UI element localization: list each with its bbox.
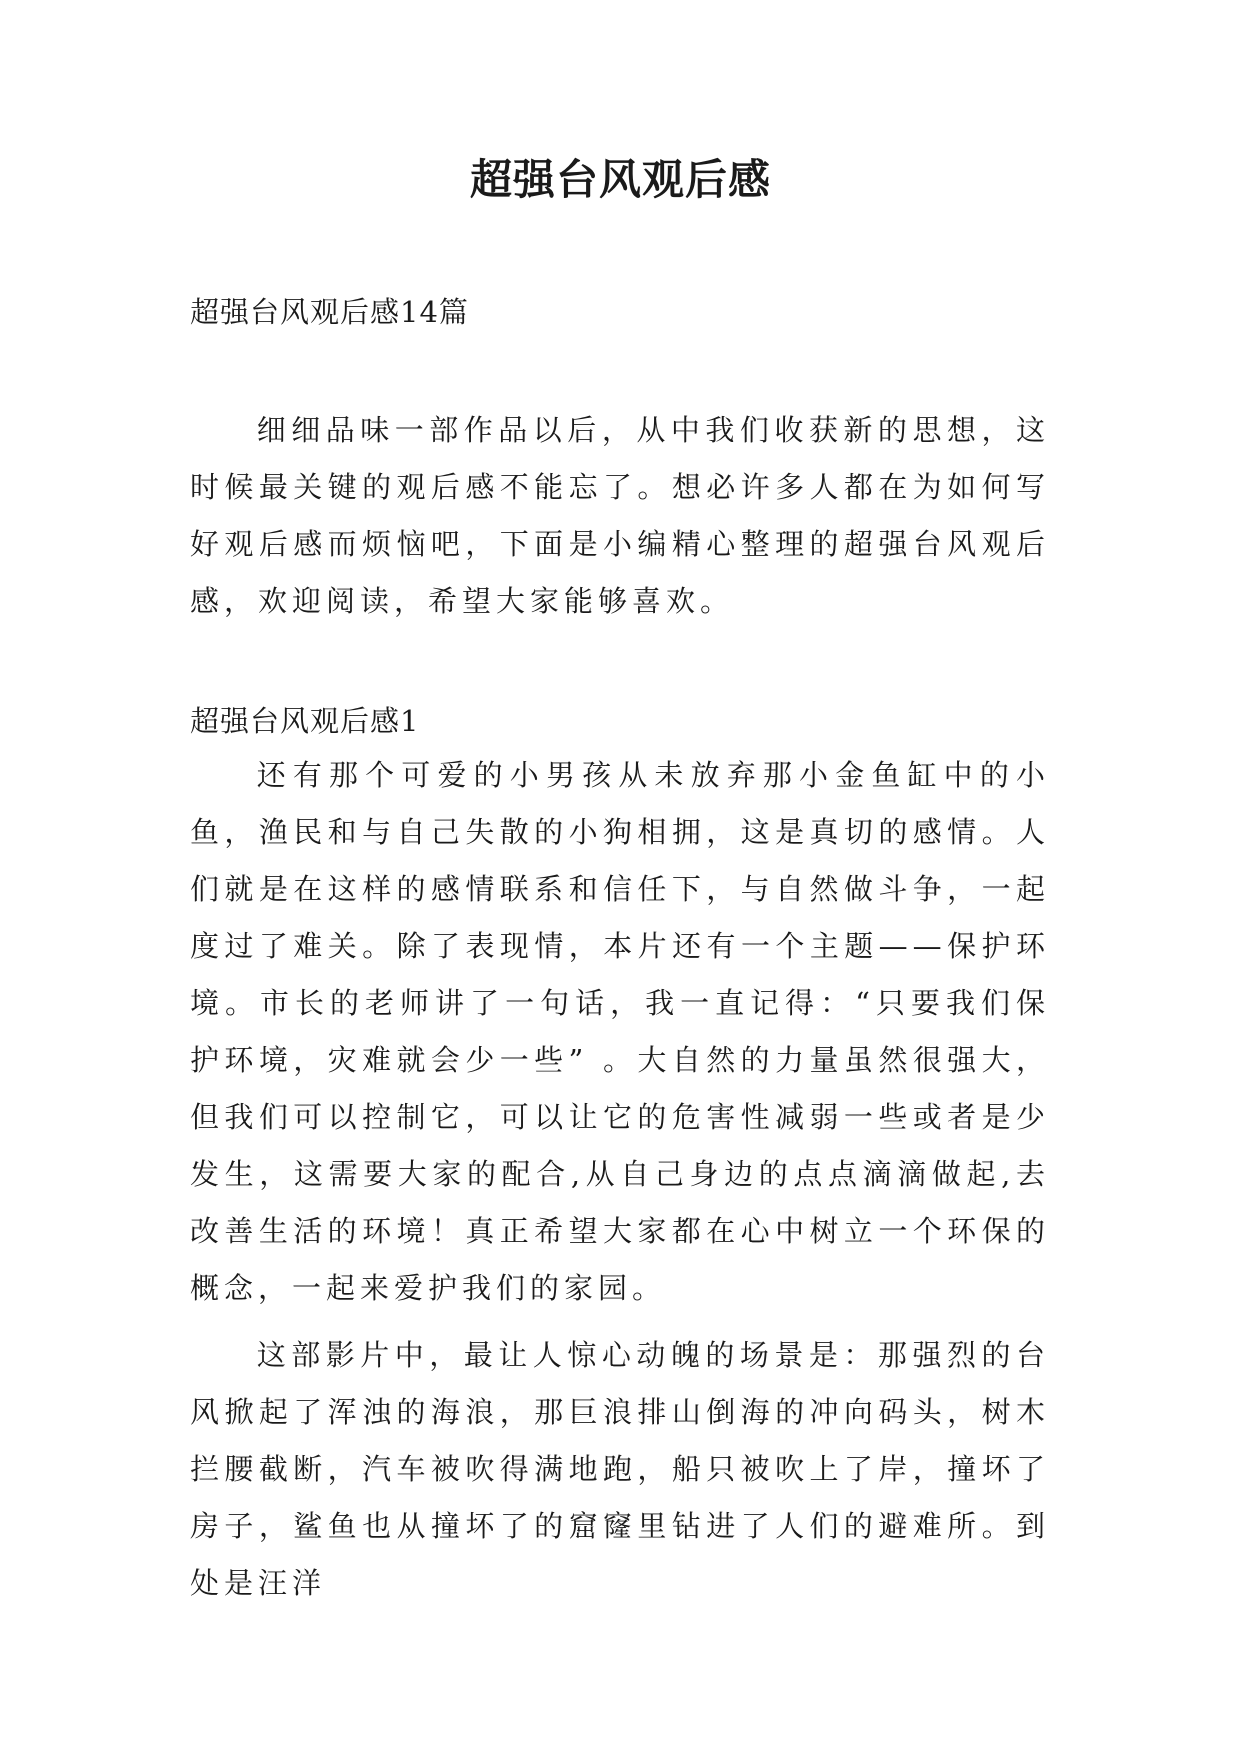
document-title: 超强台风观后感 <box>469 155 771 204</box>
intro-paragraph: 细细品味一部作品以后，从中我们收获新的思想，这时候最关键的观后感不能忘了。想必许多人都在为如何写好观后感而烦恼吧，下面是小编精心整理的超强台风观后感，欢迎阅读，希望大家能够喜欢。 <box>190 413 1050 618</box>
body-paragraph: 还有那个可爱的小男孩从未放弃那小金鱼缸中的小鱼，渔民和与自己失散的小狗相拥，这是真切的感情。人们就是在这样的感情联系和信任下，与自然做斗争，一起度过了难关。除了表现情，本片还有一个主题——保护环境。市长的老师讲了一句话，我一直记得：“只要我们保护环境，灾难就会少一些” 。大自然的力量虽然很强大，但我们可以控制它，可以让它的危害性减弱一些或者是少发生，这需要大家的配合,从自己身边的点点滴滴做起,去改善生活的环境！真正希望大家都在心中树立一个环保的概念，一起来爱护我们的家园。 <box>190 758 1050 1305</box>
body-paragraph: 这部影片中，最让人惊心动魄的场景是：那强烈的台风掀起了浑浊的海浪，那巨浪排山倒海的冲向码头，树木拦腰截断，汽车被吹得满地跑，船只被吹上了岸，撞坏了房子，鲨鱼也从撞坏了的窟窿里钻进了人们的避难所。到处是汪洋 <box>190 1338 1050 1600</box>
document-subtitle: 超强台风观后感14篇 <box>190 295 469 329</box>
section-heading: 超强台风观后感1 <box>190 704 420 738</box>
